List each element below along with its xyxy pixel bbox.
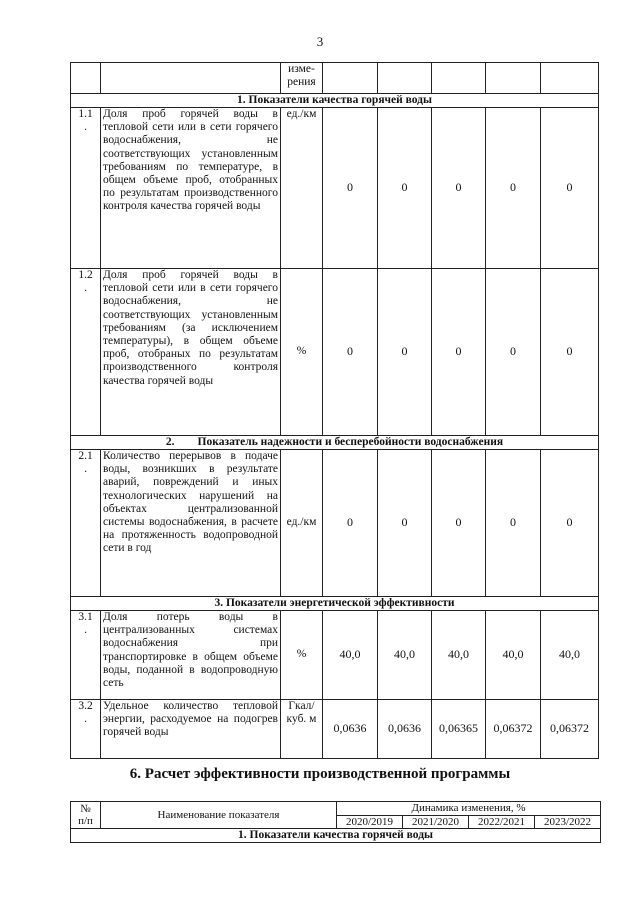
- indicator-value: 0: [432, 108, 486, 269]
- indicator-value: 0,06365: [432, 700, 486, 759]
- section-title: 1. Показатели качества горячей воды: [71, 94, 599, 108]
- indicator-value: 0: [541, 269, 599, 436]
- indicator-value: 40,0: [378, 611, 432, 700]
- indicator-value: 0,06372: [541, 700, 599, 759]
- indicator-value: 0: [486, 269, 541, 436]
- indicator-value: 40,0: [541, 611, 599, 700]
- indicator-value: 0,0636: [323, 700, 378, 759]
- section-title: 3. Показатели энергетической эффективности: [71, 597, 599, 611]
- indicator-value: 0: [378, 108, 432, 269]
- table-row: [71, 108, 599, 269]
- indicator-name: Доля потерь воды в централизованных системах водоснабжения при транспортировке в общем объеме воды, поданной в водопроводную сеть: [101, 611, 281, 700]
- unit-header: изме- рения: [281, 63, 323, 94]
- indicator-value: 0: [541, 450, 599, 597]
- indicator-value: 0,0636: [378, 700, 432, 759]
- row-number: 3.2 .: [71, 700, 101, 759]
- indicator-value: 0: [378, 450, 432, 597]
- year-header: 2022/2021: [469, 815, 535, 829]
- indicator-value: 0,06372: [486, 700, 541, 759]
- indicator-value: 0: [432, 269, 486, 436]
- indicator-value: 0: [486, 450, 541, 597]
- indicator-value: 0: [323, 450, 378, 597]
- indicator-unit: Гкал/ куб. м: [281, 700, 323, 759]
- table-row: [71, 611, 599, 700]
- row-number: 1.2 .: [71, 269, 101, 436]
- section-title: 1. Показатели качества горячей воды: [71, 829, 601, 843]
- col-name-header: Наименование показателя: [101, 802, 337, 829]
- row-number: 2.1 .: [71, 450, 101, 597]
- indicator-name: Удельное количество тепловой энергии, расходуемое на подогрев горячей воды: [101, 700, 281, 759]
- year-header: 2023/2022: [535, 815, 601, 829]
- section-row: [71, 94, 599, 108]
- year-header: 2020/2019: [337, 815, 403, 829]
- indicator-name: Доля проб горячей воды в тепловой сети или в сети горячего водоснабжения, не соответствующих установленным требованиям (за исключением температуры), в общем объеме проб, отобраных по результатам производственного контроля качества горячей воды: [101, 269, 281, 436]
- table-row: [71, 700, 599, 759]
- indicator-name: Доля проб горячей воды в тепловой сети или в сети горячего водоснабжения, не соответствующих установленным требованиям по температуре, в общем объеме проб, отобранных по результатам производственного контроля качества горячей воды: [101, 108, 281, 269]
- indicator-value: 0: [323, 269, 378, 436]
- section-6-title: 6. Расчет эффективности производственной программы: [129, 766, 511, 782]
- dynamics-header: Динамика изменения, %: [337, 802, 601, 816]
- indicators-table: [70, 62, 599, 759]
- section-row: [71, 597, 599, 611]
- row-number: 3.1 .: [71, 611, 101, 700]
- indicator-unit: ед./км: [281, 108, 323, 269]
- table-row: [71, 450, 599, 597]
- indicator-unit: ед./км: [281, 450, 323, 597]
- indicator-unit: %: [281, 269, 323, 436]
- indicator-value: 40,0: [432, 611, 486, 700]
- indicator-value: 0: [541, 108, 599, 269]
- row-number: 1.1 .: [71, 108, 101, 269]
- indicator-value: 0: [378, 269, 432, 436]
- indicator-unit: %: [281, 611, 323, 700]
- section-row: [71, 436, 599, 450]
- indicator-value: 0: [486, 108, 541, 269]
- table-header-row: [71, 63, 599, 94]
- col-num-header: № п/п: [71, 802, 101, 829]
- table-row: [71, 269, 599, 436]
- page-number: 3: [316, 34, 324, 49]
- indicator-value: 40,0: [323, 611, 378, 700]
- indicator-value: 0: [323, 108, 378, 269]
- indicator-name: Количество перерывов в подаче воды, возникших в результате аварий, повреждений и иных технологических нарушений на объектах централизованной системы водоснабжения, в расчете на протяженность водопроводной сети в год: [101, 450, 281, 597]
- efficiency-table: [70, 801, 601, 843]
- indicator-value: 0: [432, 450, 486, 597]
- year-header: 2021/2020: [403, 815, 469, 829]
- section-title: 2. Показатель надежности и бесперебойности водоснабжения: [71, 436, 599, 450]
- indicator-value: 40,0: [486, 611, 541, 700]
